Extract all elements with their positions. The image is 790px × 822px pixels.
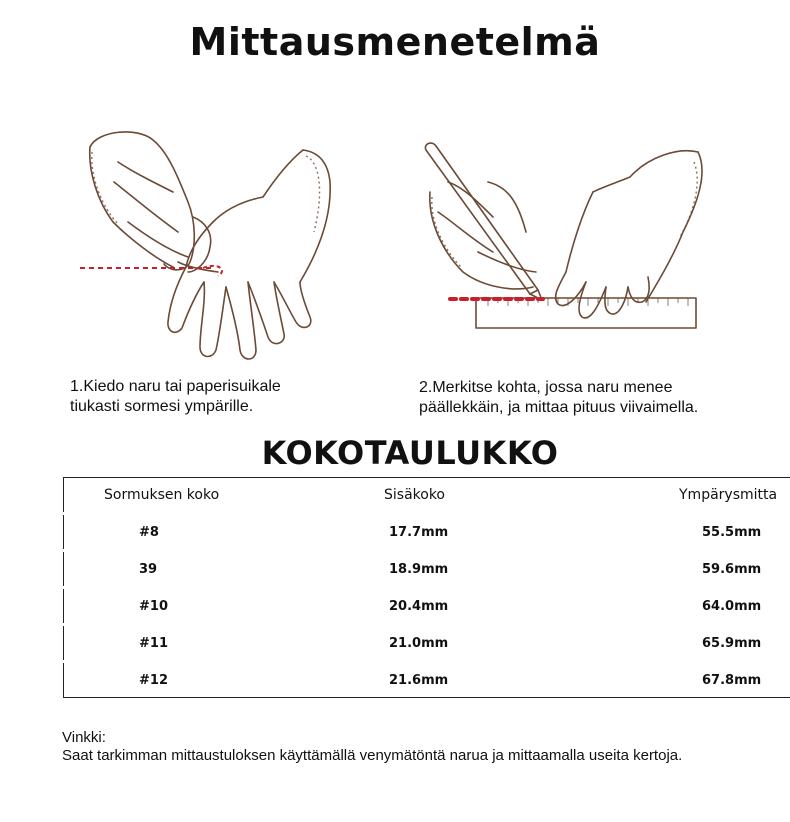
step-2-line-1: 2.Merkitse kohta, jossa naru menee: [419, 379, 673, 396]
page-title: Mittausmenetelmä: [189, 20, 601, 64]
tip-note: [62, 729, 682, 765]
tip-text: Saat tarkimman mittaustuloksen käyttämällä venymätöntä narua ja mittaamalla useita kertoja.: [62, 747, 683, 764]
step-2-line-2: päällekkäin, ja mittaa pituus viivaimella.: [419, 399, 699, 416]
cell-inner-size: 17.7mm: [304, 514, 609, 551]
cell-inner-size: 18.9mm: [304, 551, 609, 588]
header-inner-size: Sisäkoko: [304, 478, 609, 514]
table-header-row: [64, 478, 790, 514]
size-table: [63, 477, 790, 698]
hands-measuring-ruler-icon: [418, 122, 708, 342]
cell-ring-size: 39: [64, 551, 305, 588]
cell-ring-size: #12: [64, 662, 305, 698]
size-table-title: KOKOTAULUKKO: [261, 434, 559, 472]
cell-circumference: 64.0mm: [609, 588, 790, 625]
step-1-text: [70, 377, 281, 417]
table-row: [64, 588, 790, 625]
tip-label: Vinkki:: [62, 729, 106, 746]
cell-circumference: 67.8mm: [609, 662, 790, 698]
step-2-text: [419, 378, 698, 418]
step-1-line-2: tiukasti sormesi ympärille.: [70, 398, 254, 415]
cell-circumference: 55.5mm: [609, 514, 790, 551]
hands-wrapping-string-icon: [78, 122, 348, 367]
cell-ring-size: #8: [64, 514, 305, 551]
cell-inner-size: 21.6mm: [304, 662, 609, 698]
cell-circumference: 59.6mm: [609, 551, 790, 588]
header-circumference: Ympärysmitta: [609, 478, 790, 514]
header-ring-size: Sormuksen koko: [64, 478, 305, 514]
table-row: [64, 625, 790, 662]
step-1-line-1: 1.Kiedo naru tai paperisuikale: [70, 378, 281, 395]
table-row: [64, 662, 790, 698]
table-row: [64, 551, 790, 588]
cell-ring-size: #11: [64, 625, 305, 662]
cell-inner-size: 20.4mm: [304, 588, 609, 625]
cell-inner-size: 21.0mm: [304, 625, 609, 662]
cell-circumference: 65.9mm: [609, 625, 790, 662]
table-row: [64, 514, 790, 551]
cell-ring-size: #10: [64, 588, 305, 625]
